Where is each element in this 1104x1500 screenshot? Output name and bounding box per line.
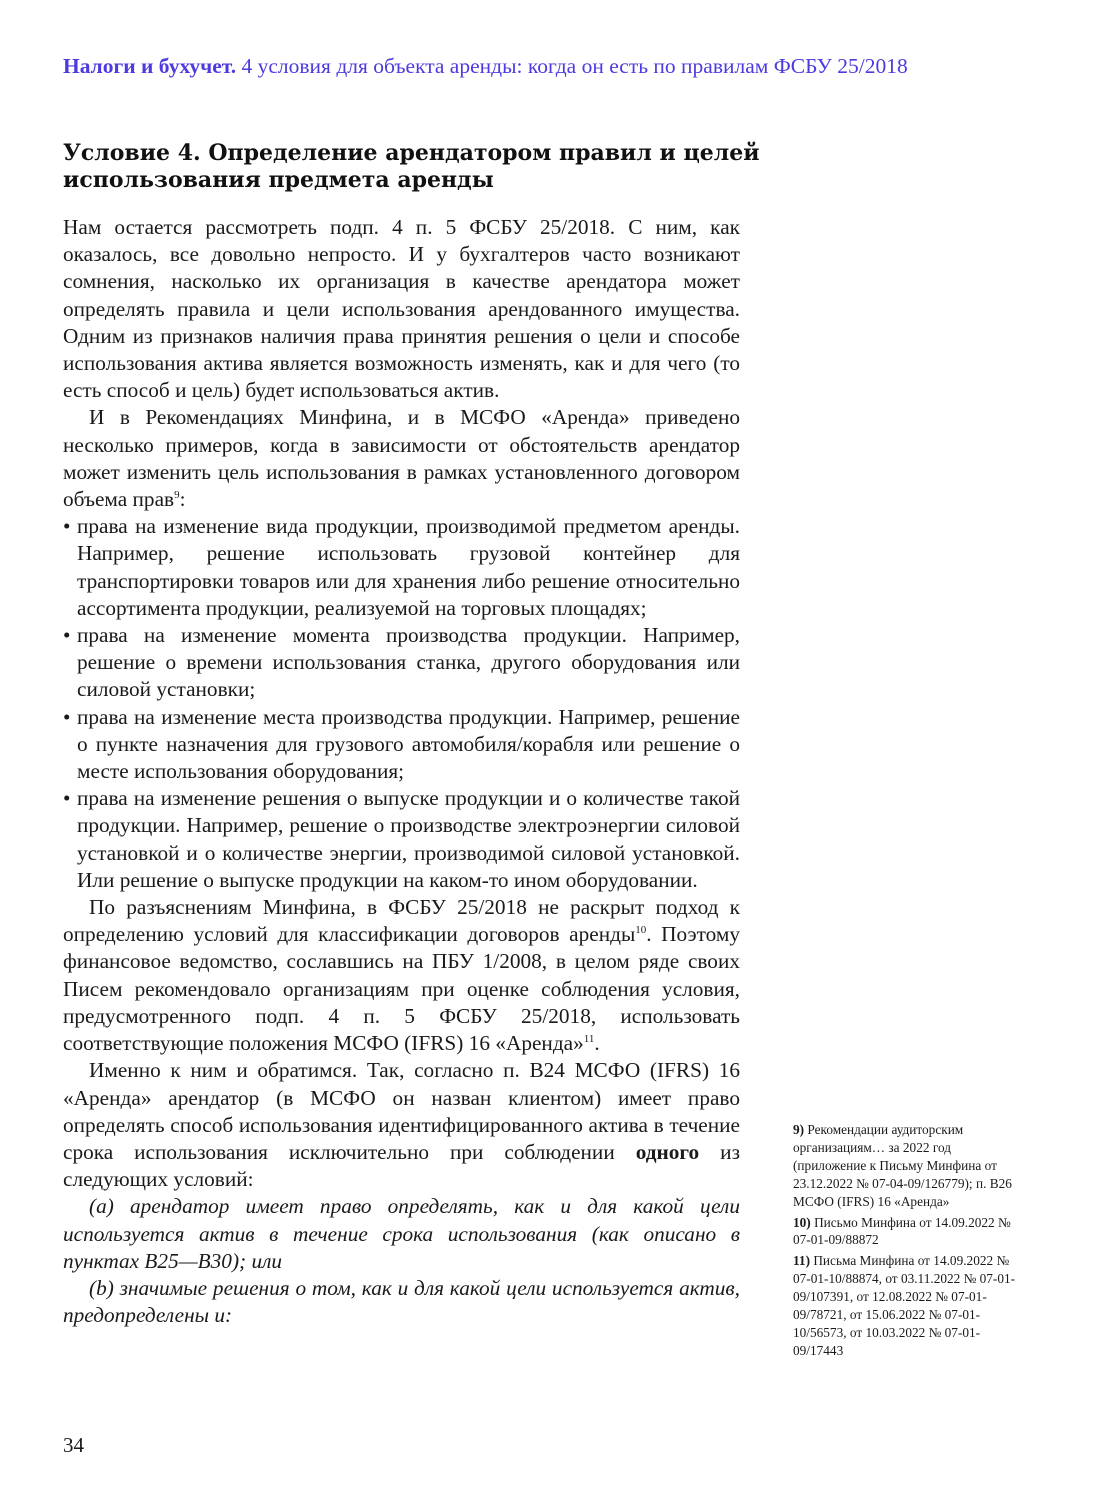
footnote-text: Рекомендации аудиторским организациям… за 2022 год (приложение к Письму Минфина от 23.12.2022 № 07-04-09/126779); п. B26 МСФО (IFRS) 16 «Аренда» <box>793 1122 1012 1209</box>
footnote-ref: 9 <box>174 488 180 501</box>
section-name: Налоги и бухучет. <box>63 54 237 78</box>
paragraph-text: . Поэтому финансовое ведомство, сославшись на ПБУ 1/2008, в целом ряде своих Писем рекомендовало организациям при оценке соблюдения условия, предусмотренного подп. 4 п. 5 ФСБУ 25/2018, использовать соответствующие положения МСФО (IFRS) 16 «Аренда» <box>63 922 740 1056</box>
list-item: • права на изменение решения о выпуске продукции и о количестве такой продукции. Например, решение о производстве электроэнергии силовой установкой и о количестве энергии, производимой силовой установкой. Или решение о выпуске продукции на каком-то ином оборудовании. <box>63 785 740 894</box>
footnote-number: 10) <box>793 1214 811 1230</box>
footnotes <box>793 1121 1023 1363</box>
footnote-ref: 11 <box>583 1033 595 1045</box>
section-heading: Условие 4. Определение арендатором правил и целей использования предмета аренды <box>63 140 760 193</box>
article-title: 4 условия для объекта аренды: когда он есть по правилам ФСБУ 25/2018 <box>241 54 908 78</box>
paragraph <box>63 894 740 1057</box>
footnote-text: Письма Минфина от 14.09.2022 № 07-01-10/88874, от 03.11.2022 № 07-01-09/107391, от 12.08.2022 № 07-01-09/78721, от 15.06.2022 № 07-01-10/56573, от 10.03.2022 № 07-01-09/17443 <box>793 1253 1016 1358</box>
paragraph-text: И в Рекомендациях Минфина, и в МСФО «Аренда» приведено несколько примеров, когда в зависимости от обстоятельств арендатор может изменить цель использования в рамках установленного договором объема прав <box>63 405 740 512</box>
article-body <box>63 214 740 1329</box>
bullet-list <box>63 513 740 894</box>
paragraph-text: По разъяснениям Минфина, в ФСБУ 25/2018 не раскрыт подход к определению условий для классификации договоров аренды <box>63 895 740 947</box>
quote-paragraph: (a) арендатор имеет право определять, как и для какой цели используется актив в течение срока использования (как описано в пунктах B25—B30); или <box>63 1194 740 1273</box>
list-item: • права на изменение момента производства продукции. Например, решение о времени использования станка, другого оборудования или силовой установки; <box>63 622 740 704</box>
footnote-text: Письмо Минфина от 14.09.2022 № 07-01-09/88872 <box>793 1214 1011 1248</box>
page-number: 34 <box>63 1433 84 1457</box>
footnote-ref: 10 <box>635 924 647 937</box>
list-item: • права на изменение вида продукции, производимой предметом аренды. Например, решение использовать грузовой контейнер для транспортировки товаров или для хранения либо решение относительно ассортимента продукции, реализуемой на торговых площадях; <box>63 513 740 622</box>
emphasis: одного <box>635 1139 700 1164</box>
paragraph-text: : <box>179 487 186 512</box>
running-header <box>63 54 908 79</box>
paragraph-text: из следующих условий: <box>63 1139 740 1192</box>
footnote <box>793 1214 1023 1250</box>
paragraph <box>63 404 740 513</box>
quote-paragraph: (b) значимые решения о том, как и для какой цели используется актив, предопределены и: <box>63 1275 740 1328</box>
paragraph-text: . <box>594 1031 600 1056</box>
footnote-number: 9) <box>793 1122 805 1137</box>
paragraph: Нам остается рассмотреть подп. 4 п. 5 ФСБУ 25/2018. С ним, как оказалось, все довольно непросто. И у бухгалтеров часто возникают сомнения, насколько их организация в качестве арендатора может определять правила и цели использования арендованного имущества. Одним из признаков наличия права принятия решения о цели и способе использования актива является возможность изменять, как и для чего (то есть способ и цель) будет использоваться актив. <box>63 215 740 403</box>
list-item: • права на изменение места производства продукции. Например, решение о пункте назначения для грузового автомобиля/корабля или решение о месте использования оборудования; <box>63 704 740 786</box>
footnote <box>793 1252 1023 1359</box>
footnote <box>793 1121 1023 1211</box>
paragraph <box>63 1057 740 1193</box>
footnote-number: 11) <box>793 1253 810 1269</box>
paragraph-text: Именно к ним и обратимся. Так, согласно п. B24 МСФО (IFRS) 16 «Аренда» арендатор (в МСФО он назван клиентом) имеет право определять способ использования идентифицированного актива в течение срока использования исключительно при соблюдении <box>63 1058 740 1164</box>
